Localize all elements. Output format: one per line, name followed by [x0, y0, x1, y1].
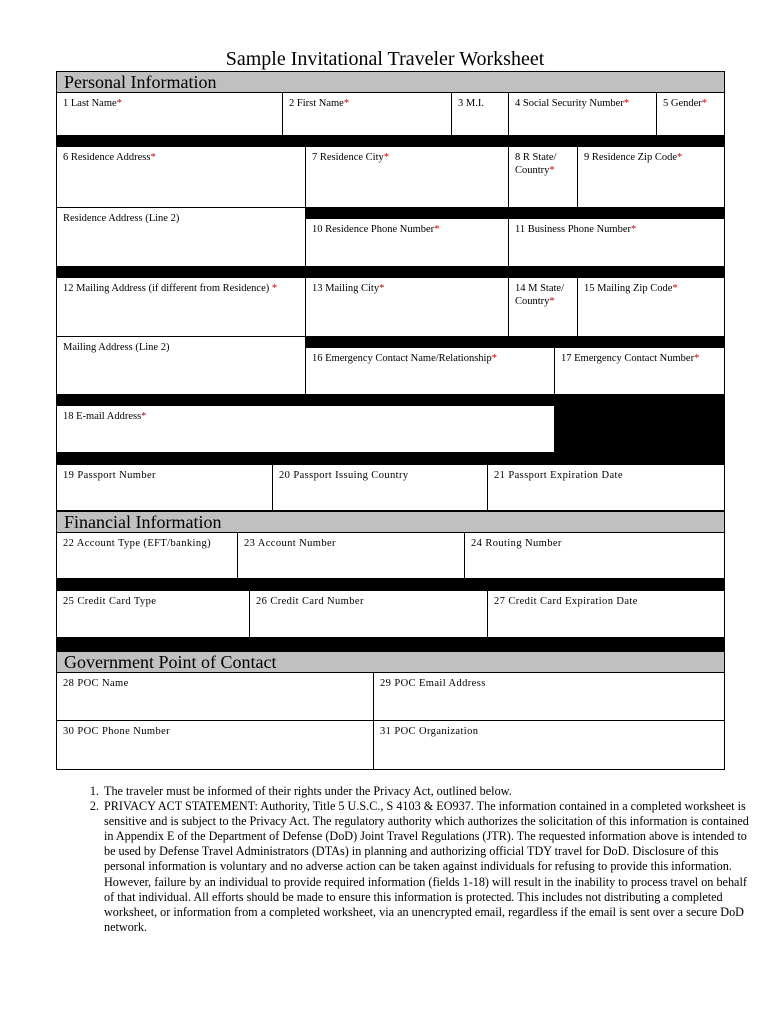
required-mark: * [434, 224, 440, 235]
label-residence-phone: 10 Residence Phone Number [312, 224, 435, 235]
field-passport-number[interactable] [56, 464, 273, 511]
field-first-name[interactable] [282, 92, 452, 136]
label-email-address: 18 E-mail Address [63, 411, 142, 422]
field-mailing-state[interactable] [508, 277, 578, 337]
privacy-notes-list [72, 784, 752, 935]
field-residence-address[interactable] [56, 146, 306, 208]
note-item: 1. The traveler must be informed of their rights under the Privacy Act, outlined below. [102, 784, 752, 799]
label-account-type: 22 Account Type (EFT/banking) [63, 538, 212, 549]
label-middle-initial: 3 M.I. [458, 98, 484, 109]
field-account-type[interactable] [56, 532, 238, 579]
field-residence-phone[interactable] [305, 218, 509, 267]
label-residence-zip: 9 Residence Zip Code [584, 152, 678, 163]
field-ssn[interactable] [508, 92, 657, 136]
required-mark: * [694, 353, 700, 364]
label-poc-organization: 31 POC Organization [380, 726, 479, 737]
field-credit-card-type[interactable] [56, 590, 250, 638]
field-passport-country[interactable] [272, 464, 488, 511]
field-business-phone[interactable] [508, 218, 725, 267]
label-credit-card-number: 26 Credit Card Number [256, 596, 364, 607]
field-mailing-address[interactable] [56, 277, 306, 337]
field-credit-card-expiration[interactable] [487, 590, 725, 638]
required-mark: * [383, 152, 389, 163]
blocked-area [554, 405, 725, 453]
label-account-number: 23 Account Number [244, 538, 336, 549]
required-mark: * [141, 411, 147, 422]
field-mailing-address-line2[interactable] [56, 336, 306, 395]
section-government-poc: Government Point of Contact [56, 651, 725, 673]
page-title: Sample Invitational Traveler Worksheet [225, 48, 545, 70]
required-mark: * [672, 283, 678, 294]
label-passport-number: 19 Passport Number [63, 470, 156, 481]
label-mailing-zip: 15 Mailing Zip Code [584, 283, 673, 294]
label-emergency-contact-name: 16 Emergency Contact Name/Relationship [312, 353, 492, 364]
label-mailing-address-line2: Mailing Address (Line 2) [63, 342, 170, 353]
label-emergency-contact-number: 17 Emergency Contact Number [561, 353, 695, 364]
label-mailing-city: 13 Mailing City [312, 283, 380, 294]
required-mark: * [623, 98, 630, 109]
required-mark: * [379, 283, 385, 294]
field-residence-city[interactable] [305, 146, 509, 208]
required-mark: * [701, 98, 708, 109]
label-first-name: 2 First Name [289, 98, 344, 109]
label-last-name: 1 Last Name [63, 98, 117, 109]
field-emergency-contact-number[interactable] [554, 347, 725, 395]
field-residence-address-line2[interactable] [56, 207, 306, 267]
label-ssn: 4 Social Security Number [515, 98, 624, 109]
required-mark: * [150, 152, 156, 163]
field-poc-name[interactable] [56, 672, 374, 721]
field-gender[interactable] [656, 92, 725, 136]
field-account-number[interactable] [237, 532, 465, 579]
label-routing-number: 24 Routing Number [471, 538, 562, 549]
label-passport-expiration: 21 Passport Expiration Date [494, 470, 623, 481]
required-mark: * [271, 283, 278, 294]
field-mailing-city[interactable] [305, 277, 509, 337]
field-residence-zip[interactable] [577, 146, 725, 208]
label-residence-state: 8 R State/ Country [515, 152, 557, 176]
field-middle-initial[interactable] [451, 92, 509, 136]
section-personal-information: Personal Information [56, 71, 725, 93]
label-mailing-address: 12 Mailing Address (if different from Residence) [63, 283, 272, 294]
field-emergency-contact-name[interactable] [305, 347, 555, 395]
field-poc-email[interactable] [373, 672, 725, 721]
required-mark: * [343, 98, 350, 109]
label-poc-name: 28 POC Name [63, 678, 129, 689]
label-passport-country: 20 Passport Issuing Country [279, 470, 409, 481]
required-mark: * [549, 296, 555, 307]
required-mark: * [549, 165, 555, 176]
label-credit-card-expiration: 27 Credit Card Expiration Date [494, 596, 638, 607]
field-poc-organization[interactable] [373, 720, 725, 770]
required-mark: * [116, 98, 122, 109]
label-mailing-state: 14 M State/ Country [515, 283, 564, 307]
label-poc-email: 29 POC Email Address [380, 678, 486, 689]
field-passport-expiration[interactable] [487, 464, 725, 511]
label-poc-phone: 30 POC Phone Number [63, 726, 171, 737]
field-residence-state[interactable] [508, 146, 578, 208]
label-residence-address: 6 Residence Address [63, 152, 151, 163]
label-residence-city: 7 Residence City [312, 152, 384, 163]
label-gender: 5 Gender [663, 98, 702, 109]
label-credit-card-type: 25 Credit Card Type [63, 596, 157, 607]
required-mark: * [630, 224, 637, 235]
field-last-name[interactable] [56, 92, 283, 136]
field-routing-number[interactable] [464, 532, 725, 579]
field-poc-phone[interactable] [56, 720, 374, 770]
field-email-address[interactable] [56, 405, 555, 453]
note-item: 2. PRIVACY ACT STATEMENT: Authority, Title 5 U.S.C., S 4103 & EO937. The information contained in a completed worksheet is sensitive and is subject to the Privacy Act. The regulatory authority which authorizes the solicitation of this information is contained in Appendix E of the Department of Defense (DoD) Joint Travel Regulations (JTR). The requested information above is intended to be used by Defense Travel Administrators (DTAs) in planning and authorizing official TDY travel for DoD. Disclosure of this personal information is voluntary and no adverse action can be taken against individuals for refusing to provide this information. However, failure by an individual to provide required information (fields 1-18) will result in the inability to process travel on behalf of that individual. All efforts should be made to ensure this information is protected. This includes not distributing a completed worksheet, or information from a completed worksheet, via an unencrypted email, regardless if the email is sent over a secure DoD network. [102, 799, 752, 935]
required-mark: * [677, 152, 683, 163]
label-business-phone: 11 Business Phone Number [515, 224, 631, 235]
required-mark: * [491, 353, 497, 364]
field-credit-card-number[interactable] [249, 590, 488, 638]
separator-bar [56, 637, 725, 651]
label-residence-address-line2: Residence Address (Line 2) [63, 213, 180, 224]
field-mailing-zip[interactable] [577, 277, 725, 337]
section-financial-information: Financial Information [56, 511, 725, 533]
